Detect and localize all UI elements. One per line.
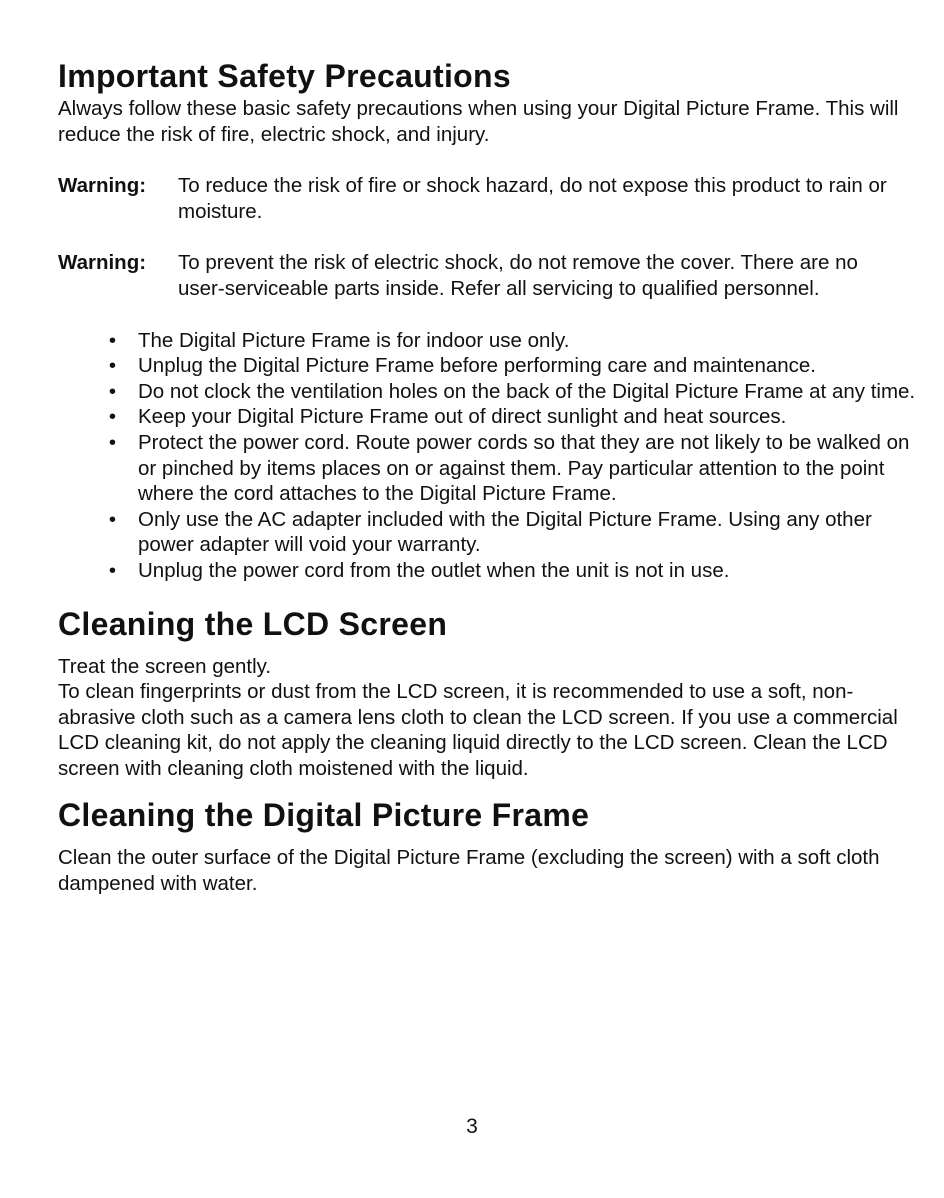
list-item-text: Do not clock the ventilation holes on the back of the Digital Picture Frame at any time. [138,379,916,403]
list-item [58,507,928,558]
cleaning-lcd-heading: Cleaning the LCD Screen [58,605,448,642]
warning-label: Warning: [58,174,147,198]
list-item [58,404,928,430]
list-item-text: Unplug the Digital Picture Frame before performing care and maintenance. [138,354,816,378]
manual-page [58,56,928,897]
list-item [58,328,928,354]
bullet-icon: • [108,558,116,582]
bullet-icon: • [108,430,116,454]
list-item-text: Keep your Digital Picture Frame out of direct sunlight and heat sources. [138,405,787,429]
warning-text: To prevent the risk of electric shock, do not remove the cover. There are no user-serviceable parts inside. Refer all servicing to qualified personnel. [178,251,858,300]
page-number: 3 [466,1115,478,1138]
cleaning-frame-heading: Cleaning the Digital Picture Frame [58,797,590,834]
bullet-icon: • [108,379,116,403]
bullet-icon: • [108,405,116,429]
list-item [58,430,928,507]
cleaning-lcd-line: To clean fingerprints or dust from the LCD screen, it is recommended to use a soft, non-abrasive cloth such as a camera lens cloth to clean the LCD screen. If you use a commercial LCD cleaning kit, do not apply the cleaning liquid directly to the LCD screen. Clean the LCD screen with cleaning cloth moistened with the liquid. [58,680,898,780]
cleaning-lcd-line: Treat the screen gently. [58,654,272,678]
warning-label: Warning: [58,251,147,275]
list-item-text: Protect the power cord. Route power cords so that they are not likely to be walked on or pinched by items places on or against them. Pay particular attention to the point where the cord attaches to the Digital Picture Frame. [138,430,910,506]
list-item [58,558,928,584]
bullet-icon: • [108,507,116,531]
warning-block [58,250,928,301]
bullet-icon: • [108,328,116,352]
list-item-text: The Digital Picture Frame is for indoor use only. [138,328,570,352]
warning-block [58,173,928,224]
list-item [58,353,928,379]
safety-precautions-heading: Important Safety Precautions [58,58,511,94]
safety-intro: Always follow these basic safety precautions when using your Digital Picture Frame. This will reduce the risk of fire, electric shock, and injury. [58,97,899,146]
list-item-text: Only use the AC adapter included with the Digital Picture Frame. Using any other power adapter will void your warranty. [138,507,872,557]
cleaning-lcd-body [58,654,928,782]
safety-bullet-list [58,328,928,584]
cleaning-frame-body: Clean the outer surface of the Digital Picture Frame (excluding the screen) with a soft cloth dampened with water. [58,846,880,896]
warning-text: To reduce the risk of fire or shock hazard, do not expose this product to rain or moisture. [178,174,887,223]
list-item-text: Unplug the power cord from the outlet when the unit is not in use. [138,558,730,582]
list-item [58,379,928,405]
bullet-icon: • [108,354,116,378]
